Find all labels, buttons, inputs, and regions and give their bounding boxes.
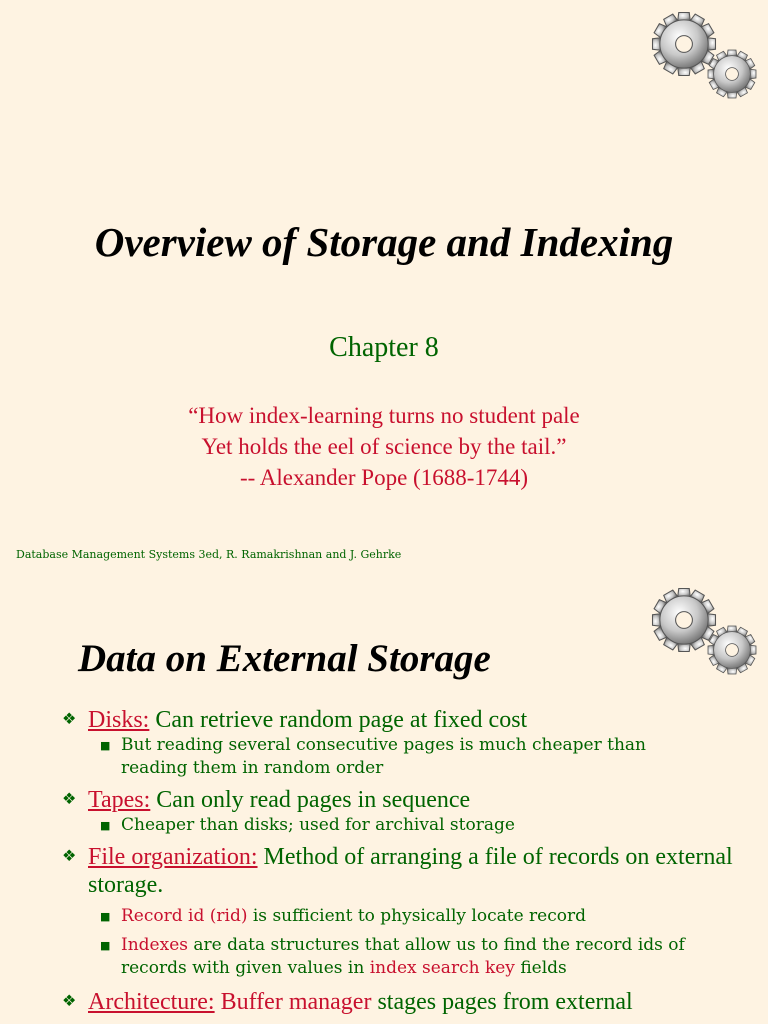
bullet-file-organization <box>0 843 768 899</box>
term-index-search-key: index search key <box>369 958 515 978</box>
sub-bullet-text: are data structures that allow us to find the record ids of records with given values in <box>121 935 685 978</box>
diamond-bullet-icon: ❖ <box>62 993 77 1010</box>
sub-bullet-text: But reading several consecutive pages is much cheaper than reading them in random order <box>121 735 646 778</box>
gears-icon <box>640 584 766 678</box>
term-record-id: Record id (rid) <box>121 906 248 926</box>
term-file-organization: File organization: <box>88 844 258 870</box>
term-tapes: Tapes: <box>88 787 151 813</box>
gears-icon <box>640 6 766 100</box>
sub-bullet-text: is sufficient to physically locate record <box>247 906 587 926</box>
bullet-disks <box>0 706 768 734</box>
sub-bullet <box>0 905 768 928</box>
sub-bullet-text: Cheaper than disks; used for archival storage <box>121 815 515 835</box>
content-slide <box>0 576 768 1024</box>
bullet-tapes <box>0 786 768 814</box>
term-indexes: Indexes <box>121 935 188 955</box>
quote <box>0 400 768 493</box>
square-bullet-icon: ■ <box>100 910 111 923</box>
bullet-text: Can retrieve random page at fixed cost <box>149 707 528 733</box>
diamond-bullet-icon: ❖ <box>62 791 77 808</box>
diamond-bullet-icon: ❖ <box>62 711 77 728</box>
square-bullet-icon: ■ <box>100 739 111 752</box>
sub-bullet <box>0 734 768 780</box>
bullet-text: stages pages from external <box>371 989 633 1015</box>
term-architecture: Architecture: <box>88 989 215 1015</box>
sub-bullet <box>0 934 768 980</box>
slide-title: Overview of Storage and Indexing <box>94 219 674 265</box>
quote-attribution: -- Alexander Pope (1688-1744) <box>239 465 529 490</box>
sub-bullet-text: fields <box>514 958 567 978</box>
square-bullet-icon: ■ <box>100 939 111 952</box>
bullet-text: Can only read pages in sequence <box>150 787 471 813</box>
quote-line: “How index-learning turns no student pale <box>188 403 580 428</box>
bullet-text: Method of arranging a file of records on external storage. <box>88 844 733 898</box>
sub-bullet <box>0 814 768 837</box>
diamond-bullet-icon: ❖ <box>62 848 77 865</box>
slide-title: Data on External Storage <box>78 637 491 680</box>
bullet-list <box>0 706 768 1016</box>
square-bullet-icon: ■ <box>100 819 111 832</box>
slide-footer: Database Management Systems 3ed, R. Ramakrishnan and J. Gehrke <box>16 548 402 561</box>
bullet-architecture <box>0 988 768 1016</box>
term-buffer-manager: Buffer manager <box>214 989 372 1015</box>
quote-line: Yet holds the eel of science by the tail.” <box>201 434 567 459</box>
term-disks: Disks: <box>88 707 150 733</box>
chapter-label: Chapter 8 <box>329 332 439 363</box>
